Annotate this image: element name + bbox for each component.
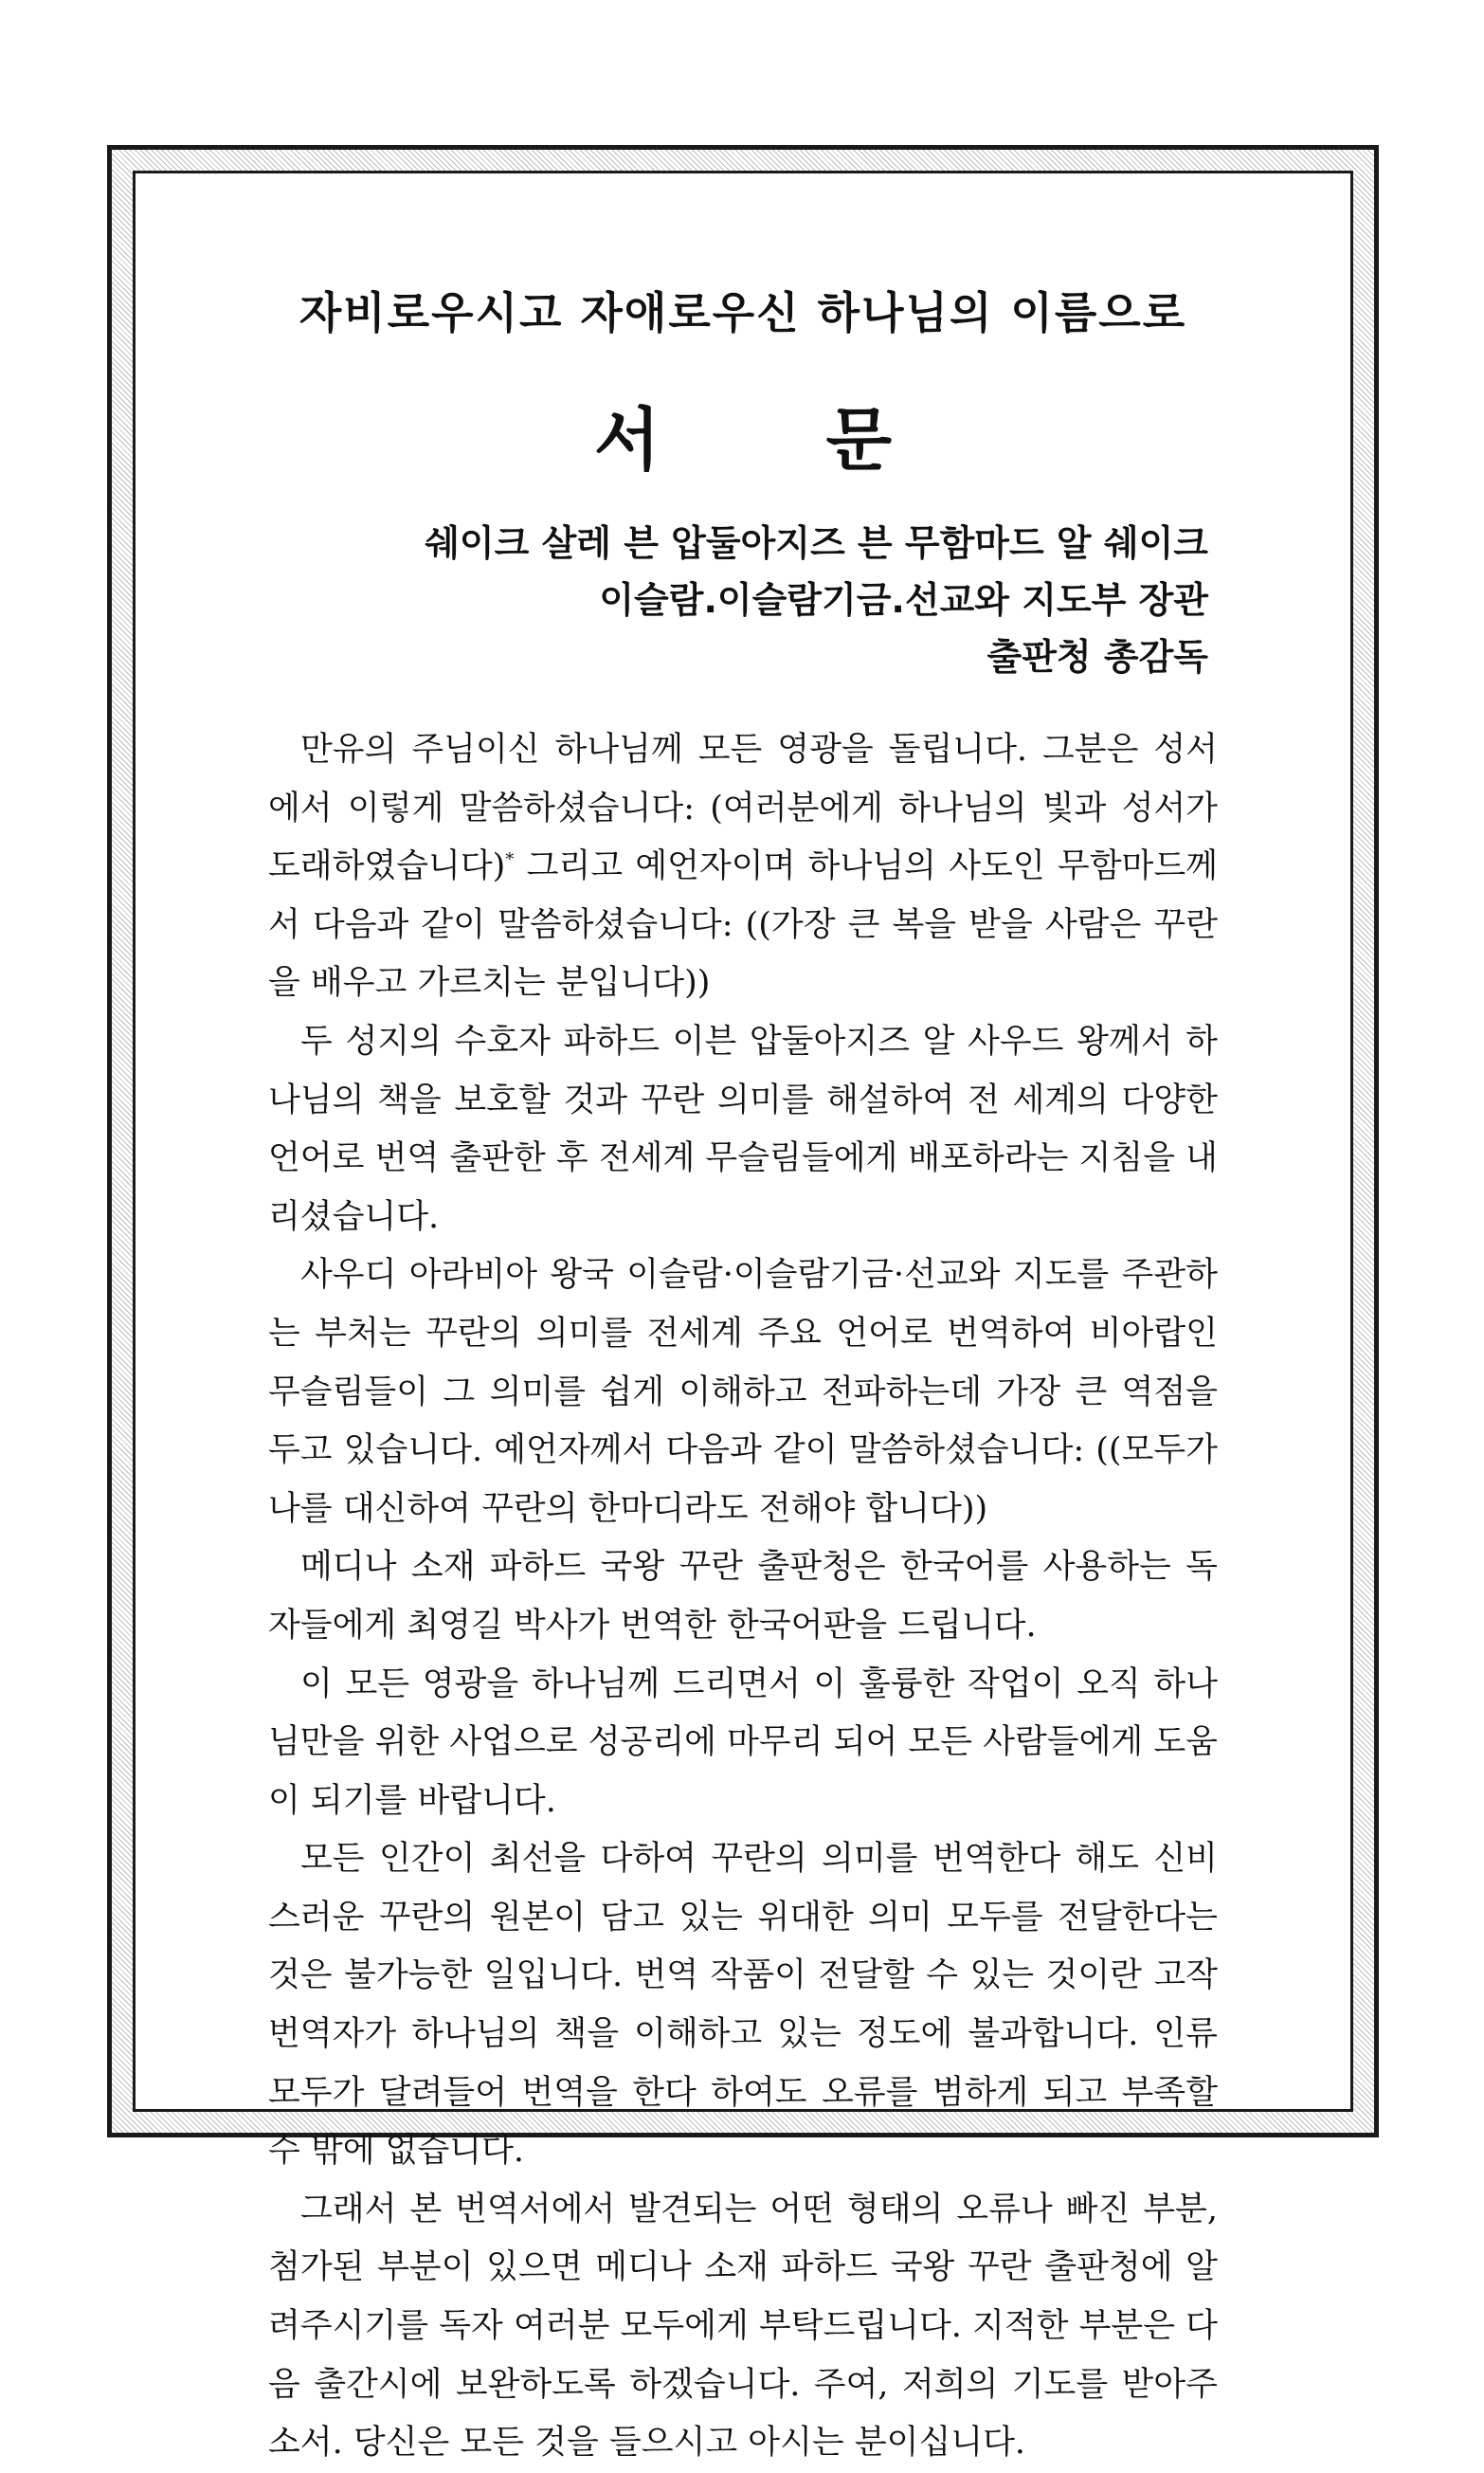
author-attribution [425, 515, 1208, 685]
attribution-position: 이슬람.이슬람기금.선교와 지도부 장관 [599, 579, 1208, 621]
attribution-role: 출판청 총감독 [986, 636, 1208, 678]
attribution-name: 쉐이크 살레 븐 압둘아지즈 븐 무함마드 알 쉐이크 [425, 522, 1208, 564]
preface-body [268, 721, 1218, 2473]
paragraph-7: 그래서 본 번역서에서 발견되는 어떤 형태의 오류나 빠진 부분, 첨가된 부분이 있으면 메디나 소재 파하드 국왕 꾸란 출판청에 알려주시기를 독자 여러분 모두에게 부탁드립니다. 지적한 부분은 다음 출간시에 보완하도록 하겠습니다. 주여, 저희의 기도를 받아주소서. 당신은 모든 것을 들으시고 아시는 분이십니다. [268, 2190, 1218, 2463]
page-title: 서 문 [593, 399, 893, 480]
page-content-area [133, 171, 1353, 2463]
invocation-heading: 자비로우시고 자애로우신 하나님의 이름으로 [299, 287, 1187, 338]
paragraph-6: 모든 인간이 최선을 다하여 꾸란의 의미를 번역한다 해도 신비스러운 꾸란의 원본이 담고 있는 위대한 의미 모두를 전달한다는 것은 불가능한 일입니다. 번역 작품이 전달할 수 있는 것이란 고작 번역자가 하나님의 책을 이해하고 있는 정도에 불과합니다. 인류 모두가 달려들어 번역을 한다 하여도 오류를 범하게 되고 부족할 수 밖에 없습니다. [268, 1840, 1218, 2171]
paragraph-4: 메디나 소재 파하드 국왕 꾸란 출판청은 한국어를 사용하는 독자들에게 최영길 박사가 번역한 한국어판을 드립니다. [268, 1548, 1218, 1645]
page-border [107, 145, 1379, 2463]
paragraph-3: 사우디 아라비아 왕국 이슬람·이슬람기금·선교와 지도를 주관하는 부처는 꾸란의 의미를 전세계 주요 언어로 번역하여 비아랍인 무슬림들이 그 의미를 쉽게 이해하고 전파하는데 가장 큰 역점을 두고 있습니다. 예언자께서 다음과 같이 말씀하셨습니다: ((모두가 나를 대신하여 꾸란의 한마디라도 전해야 합니다)) [268, 1256, 1218, 1528]
paragraph-2: 두 성지의 수호자 파하드 이븐 압둘아지즈 알 사우드 왕께서 하나님의 책을 보호할 것과 꾸란 의미를 해설하여 전 세계의 다양한 언어로 번역 출판한 후 전세계 무슬림들에게 배포하라는 지침을 내리셨습니다. [268, 1022, 1218, 1236]
paragraph-5: 이 모든 영광을 하나님께 드리면서 이 훌륭한 작업이 오직 하나님만을 위한 사업으로 성공리에 마무리 되어 모든 사람들에게 도움이 되기를 바랍니다. [268, 1664, 1218, 1820]
paragraph-1-continuation: 그리고 예언자이며 하나님의 사도인 무함마드께서 다음과 같이 말씀하셨습니다: ((가장 큰 복을 받을 사람은 꾸란을 배우고 가르치는 분입니다)) [268, 847, 1218, 1003]
footnote-mark: * [505, 849, 515, 870]
paragraph-1 [268, 721, 1218, 1013]
paragraph-1-text: 만유의 주님이신 하나님께 모든 영광을 돌립니다. 그분은 성서에서 이렇게 말씀하셨습니다: (여러분에게 하나님의 빛과 성서가 도래하였습니다) [268, 731, 1218, 886]
